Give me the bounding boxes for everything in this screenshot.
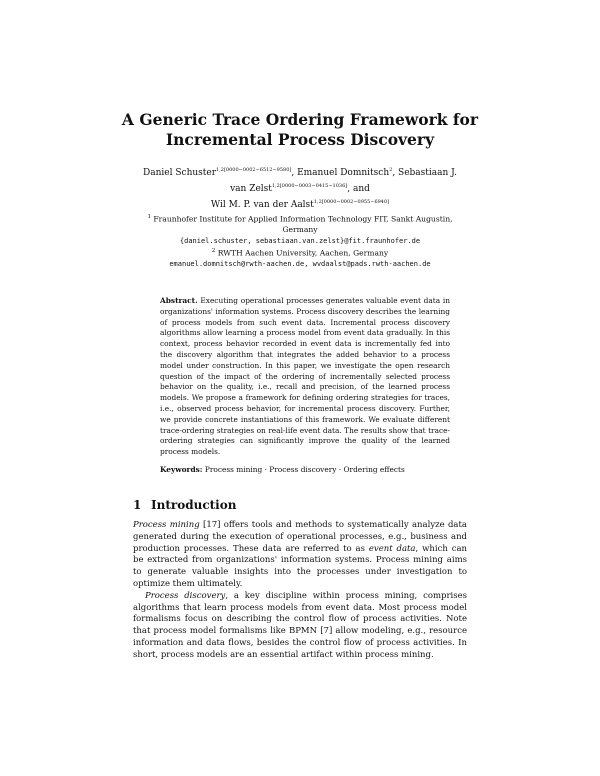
author-2-affil: 2 — [389, 167, 393, 173]
intro-p1-text-a: [17] offers tools and methods to systematically analyze data generated during the execution of operational processes, e.g., business and production processes. These data are referred to as — [133, 520, 467, 554]
intro-p2-text: , a key discipline within process mining, comprises algorithms that learn process models from event data. Most process model formalisms focus on describing the control flow of process activities. Note that process model formalisms like BPMN [7] allow modeling, e.g., resource information and data flows, besides the control flow of process activities. In short, process models are an essential artifact within process mining. — [133, 590, 467, 660]
abstract — [160, 296, 450, 458]
affiliation-2-email: emanuel.domnitsch@rwth-aachen.de, wvdaalst@pads.rwth-aachen.de — [169, 260, 431, 269]
affiliation-2-number: 2 — [211, 248, 216, 255]
title-line-2: Incremental Process Discovery — [165, 130, 435, 149]
keywords-label: Keywords: — [160, 465, 203, 474]
term-event-data: event data — [368, 543, 416, 554]
author-1-name: Daniel Schuster — [143, 168, 217, 178]
section-heading — [133, 498, 236, 512]
author-separator-1: , Emanuel Domnitsch — [291, 168, 390, 178]
affiliation-2-line — [120, 246, 480, 259]
author-3-name: van Zelst — [230, 184, 272, 194]
paper-title — [100, 110, 500, 150]
author-4-name: Wil M. P. van der Aalst — [210, 200, 314, 210]
abstract-label: Abstract. — [160, 296, 198, 305]
introduction-body — [133, 520, 467, 662]
affiliation-1-text: Fraunhofer Institute for Applied Information Technology FIT, Sankt Augustin, — [153, 214, 453, 224]
author-separator-2: , Sebastiaan J. — [392, 168, 457, 178]
author-separator-3: , and — [347, 184, 370, 194]
author-list — [120, 164, 480, 212]
term-process-discovery: Process discovery — [145, 590, 226, 601]
intro-paragraph-2 — [133, 591, 467, 662]
intro-p1-text-b: , which can be extracted from organizations' information systems. Process mining aims to generate valuable insights into the processes under investigation to optimize them ultimately. — [133, 543, 467, 589]
section-number: 1 — [133, 498, 142, 512]
affiliations — [120, 212, 480, 270]
term-process-mining: Process mining — [133, 520, 200, 530]
intro-paragraph-1 — [133, 520, 467, 591]
affiliation-2-text: RWTH Aachen University, Aachen, Germany — [217, 248, 389, 258]
author-1-orcid: 1,2[0000−0002−6512−9580] — [216, 167, 292, 173]
keywords-text: Process mining · Process discovery · Ordering effects — [204, 465, 405, 474]
title-line-1: A Generic Trace Ordering Framework for — [121, 110, 479, 129]
affiliation-1-number: 1 — [147, 214, 151, 220]
keywords — [160, 465, 450, 476]
affiliation-1-email: {daniel.schuster, sebastiaan.van.zelst}@fit.fraunhofer.de — [179, 236, 421, 245]
section-title: Introduction — [151, 498, 237, 512]
affiliation-1-line-2: Germany — [282, 225, 318, 235]
author-3-orcid: 1,2[0000−0003−0415−1036] — [271, 183, 348, 189]
author-4-orcid: 1,2[0000−0002−0955−6940] — [313, 199, 390, 205]
abstract-text: Executing operational processes generates valuable event data in organizations' information systems. Process discovery describes the learning of process models from such event data. Incremental process discovery algorithms allow learning a process model from event data gradually. In this context, process behavior recorded in event data is incrementally fed into the discovery algorithm that integrates the added behavior to a process model under construction. In this paper, we investigate the open research question of the impact of the ordering of incrementally selected process behavior on the quality, i.e., recall and precision, of the learned process models. We propose a framework for defining ordering strategies for traces, i.e., observed process behavior, for incremental process discovery. Further, we provide concrete instantiations of this framework. We evaluate different trace-ordering strategies on real-life event data. The results show that trace-ordering strategies can significantly improve the quality of the learned process models. — [160, 296, 450, 457]
affiliation-1-line-1 — [120, 212, 480, 225]
